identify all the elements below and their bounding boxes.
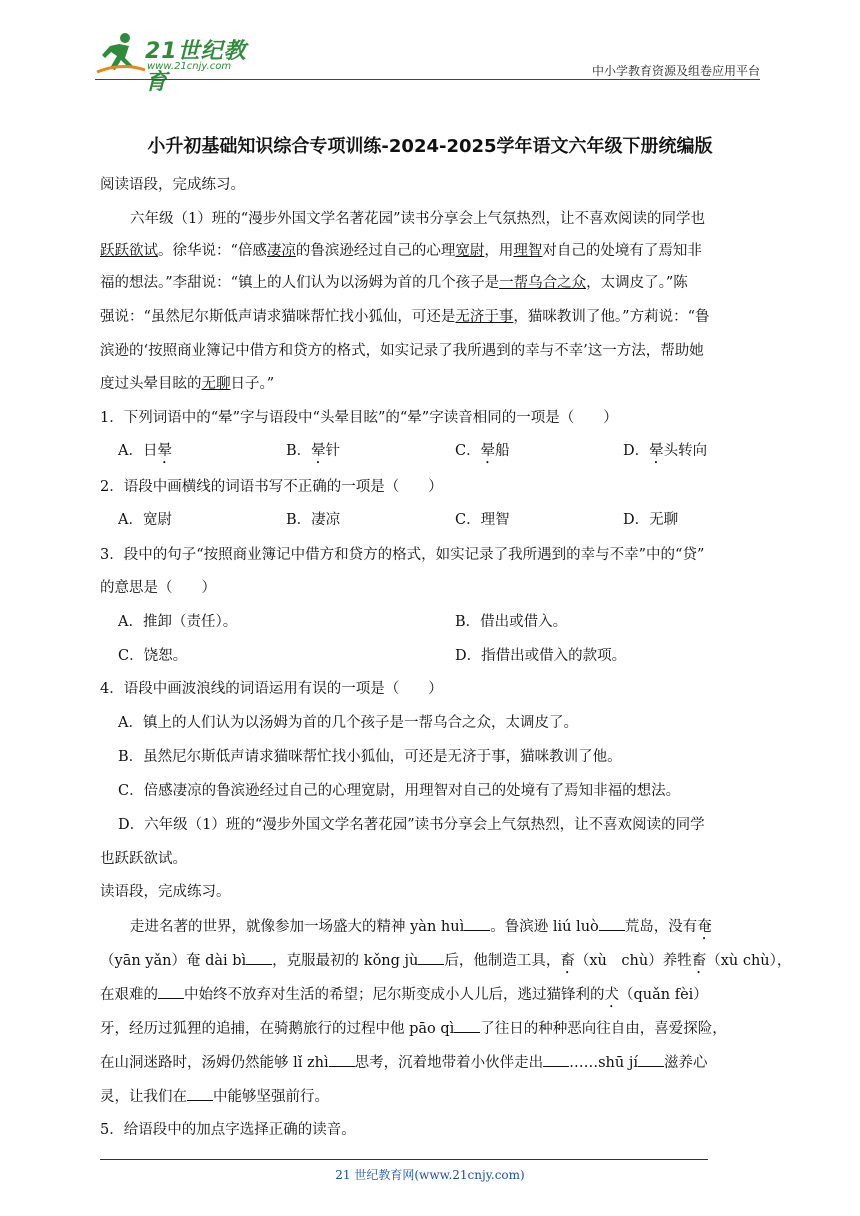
underlined-word: 跃跃欲试 [100,243,158,259]
answer-blank[interactable] [187,1086,213,1101]
q2-option-b[interactable]: B．凄凉 [286,512,341,528]
text-run: 日子。” [230,376,275,392]
q3-option-a[interactable]: A．推卸（责任）。 [118,614,238,630]
logo-url: www.21cnjy.com [147,61,232,72]
passage2-line2 [100,950,791,977]
platform-name: 中小学教育资源及组卷应用平台 [591,64,760,78]
passage1-line4 [100,307,710,327]
q2-option-a[interactable]: A．宽尉 [118,512,172,528]
q1-option-d[interactable] [623,441,707,467]
question-1-stem: 1．下列词语中的“晕”字与语段中“头晕目眩”的“晕”字读音相同的一项是（ ） [100,410,618,426]
text-run: ，克服最初的 kǒng jù [272,953,419,969]
text-run: 中始终不放弃对生活的希望；尼尔斯变成小人儿后，逃过猫锋利的 [184,987,605,1003]
footer-divider [100,1159,708,1160]
answer-blank[interactable] [158,984,184,999]
text-run: （yān yǎn）奄 dài bì [100,953,247,969]
text-run: 在艰难的 [100,987,158,1003]
underlined-word: 无聊 [201,376,231,392]
option-text: 针 [325,443,341,459]
text-run: 。徐华说：“倍感 [158,243,267,259]
text-run: ，用 [484,243,514,259]
dotted-char: 晕 [480,443,496,459]
passage2-line3 [100,984,708,1011]
question-5-stem: 5．给语段中的加点字选择正确的读音。 [100,1122,356,1138]
answer-blank[interactable] [329,1052,355,1067]
page-title: 小升初基础知识综合专项训练-2024-2025学年语文六年级下册统编版 [147,136,713,157]
runner-logo-icon [95,32,147,78]
answer-blank[interactable] [464,916,490,931]
q3-option-b[interactable]: B．借出或借入。 [455,614,568,630]
option-text: 头转向 [663,443,708,459]
dotted-char: 晕 [157,443,172,459]
site-logo[interactable] [95,30,265,95]
text-run: 滋养心 [663,1055,708,1071]
dotted-char: 畜 [691,953,707,969]
q4-option-a[interactable]: A．镇上的人们认为以汤姆为首的几个孩子是一帮乌合之众，太调皮了。 [118,715,578,731]
text-run: ……shū jí [569,1055,638,1071]
q4-option-c[interactable]: C．倍感凄凉的鲁滨逊经过自己的心理宽尉，用理智对自己的处境有了焉知非福的想法。 [118,783,681,799]
answer-blank[interactable] [246,950,272,965]
text-run: 灵，让我们在 [100,1089,187,1105]
option-text: 船 [495,443,510,459]
passage1-line2 [100,241,702,261]
text-run: （xù chù）养牲 [574,953,692,969]
dotted-char: 奄 [697,919,712,935]
text-run: 荒岛，没有 [624,919,698,935]
logo-title: 21世纪教育 [145,39,247,95]
q3-option-c[interactable]: C．饶恕。 [118,648,188,664]
passage1-line6 [100,374,274,394]
passage1-line3 [100,273,688,293]
section2-instruction: 读语段，完成练习。 [100,884,231,900]
footer-link[interactable]: 21 世纪教育网(www.21cnjy.com) [335,1168,525,1182]
option-text: A．日 [118,443,158,459]
passage2-line1 [130,916,712,943]
text-run: 。鲁滨逊 liú luò [490,919,599,935]
answer-blank[interactable] [454,1018,480,1033]
text-run: （xù chù）， [706,953,792,969]
dotted-char: 晕 [649,443,664,459]
text-run: 在山洞迷路时，汤姆仍然能够 lǐ zhì [100,1055,329,1071]
dotted-char: 晕 [311,443,326,459]
text-run: 的鲁滨逊经过自己的心理 [295,243,456,259]
option-text: C． [455,443,481,459]
passage2-line6 [100,1086,329,1107]
q4-option-d-line2: 也跃跃欲试。 [100,851,187,867]
passage2-line4 [100,1018,727,1039]
passage1-line5: 滨逊的‘按照商业簿记中借方和贷方的格式，如实记录了我所遇到的幸与不幸’这一方法，帮助她 [100,343,704,359]
dotted-char: 畜 [560,953,575,969]
answer-blank[interactable] [543,1052,569,1067]
text-run: 后，他制造工具， [444,953,561,969]
passage1-line1: 六年级（1）班的“漫步外国文学名著花园”读书分享会上气氛热烈，让不喜欢阅读的同学也 [130,211,706,227]
dotted-char: 犬 [604,987,619,1003]
header-divider [95,79,760,80]
q2-option-c[interactable]: C．理智 [455,512,510,528]
underlined-word: 凄凉 [266,243,296,259]
text-run: 度过头晕目眩的 [100,376,202,392]
text-run: ，太调皮了。”陈 [586,275,688,291]
text-run: ，猫咪教训了他。”方莉说：“鲁 [513,309,710,325]
question-3-stem-line1: 3．段中的句子“按照商业簿记中借方和贷方的格式，如实记录了我所遇到的幸与不幸”中的“贷” [100,547,705,563]
underlined-word: 理智 [513,243,543,259]
text-run: 福的想法。”李甜说：“镇上的人们认为以汤姆为首的几个孩子是 [100,275,500,291]
underlined-phrase: 无济于事 [455,309,514,325]
answer-blank[interactable] [418,950,444,965]
question-4-stem: 4．语段中画波浪线的词语运用有误的一项是（ ） [100,681,443,697]
answer-blank[interactable] [638,1052,664,1067]
section1-instruction: 阅读语段，完成练习。 [100,177,245,193]
option-text: D． [623,443,650,459]
answer-blank[interactable] [599,916,625,931]
passage2-line5 [100,1052,707,1073]
text-run: 思考，沉着地带着小伙伴走出 [354,1055,544,1071]
q4-option-b[interactable]: B．虽然尼尔斯低声请求猫咪帮忙找小狐仙，可还是无济于事，猫咪教训了他。 [118,749,622,765]
text-run: 了往日的种种恶向往自由，喜爱探险， [480,1021,727,1037]
q4-option-d-line1[interactable]: D．六年级（1）班的“漫步外国文学名著花园”读书分享会上气氛热烈，让不喜欢阅读的同学 [118,817,705,833]
option-text: B． [286,443,312,459]
q3-option-d[interactable]: D．指借出或借入的款项。 [455,648,627,664]
question-2-stem: 2．语段中画横线的词语书写不正确的一项是（ ） [100,479,443,495]
text-run: （quǎn fèi） [619,987,708,1003]
text-run: 中能够坚强前行。 [213,1089,329,1105]
page-header [95,30,760,95]
text-run: 走进名著的世界，就像参加一场盛大的精神 yàn huì [130,919,465,935]
text-run: 对自己的处境有了焉知非 [542,243,702,259]
text-run: 牙，经历过狐狸的追捕，在骑鹅旅行的过程中他 pāo qì [100,1021,455,1037]
underlined-phrase: 一帮乌合之众 [499,275,587,291]
q2-option-d[interactable]: D．无聊 [623,512,679,528]
question-3-stem-line2: 的意思是（ ） [100,580,216,596]
q1-option-a[interactable] [118,441,172,467]
text-run: 强说：“虽然尼尔斯低声请求猫咪帮忙找小狐仙，可还是 [100,309,456,325]
q1-option-b[interactable] [286,441,340,467]
q1-option-c[interactable] [455,441,510,467]
underlined-word: 宽尉 [455,243,485,259]
